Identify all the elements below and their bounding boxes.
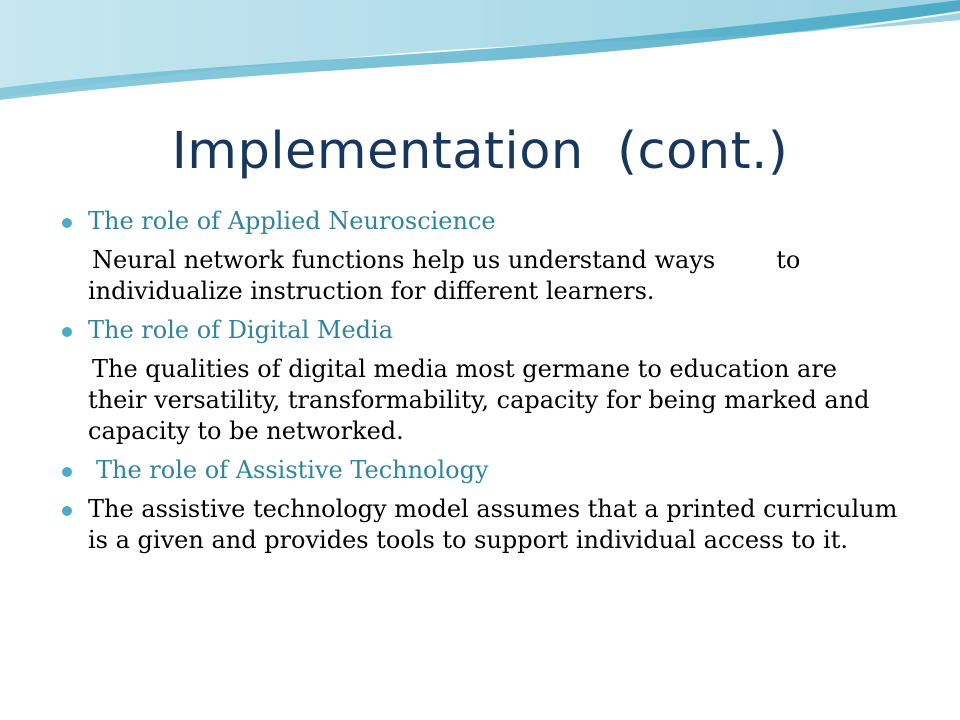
bullet-heading: The role of Applied Neuroscience	[88, 207, 496, 235]
bullet-item-applied-neuroscience	[60, 206, 900, 237]
bullet-dot-icon	[62, 467, 72, 477]
slide-title: Implementation (cont.)	[171, 122, 789, 181]
bullet-text: The assistive technology model assumes that a printed curriculum is a given and provides tools to support individual access to it.	[88, 495, 898, 554]
bullet-dot-icon	[62, 218, 72, 228]
bullet-dot-icon	[62, 327, 72, 337]
bullet-heading: The role of Digital Media	[88, 316, 394, 344]
body-text: The qualities of digital media most germane to education are their versatility, transformability, capacity for being marked and capacity to be networked.	[88, 355, 870, 445]
bullet-body-text	[60, 245, 900, 307]
bullet-item-assistive-model	[60, 494, 900, 556]
bullet-item-digital-media	[60, 315, 900, 346]
bullet-heading: The role of Assistive Technology	[96, 456, 489, 484]
bullet-item-assistive-technology	[60, 455, 900, 486]
bullet-body-text	[60, 354, 900, 447]
slide-content	[60, 206, 900, 564]
bullet-dot-icon	[62, 506, 72, 516]
body-text: Neural network functions help us understand ways to individualize instruction for different learners.	[88, 246, 808, 305]
decorative-wave-header	[0, 0, 960, 120]
